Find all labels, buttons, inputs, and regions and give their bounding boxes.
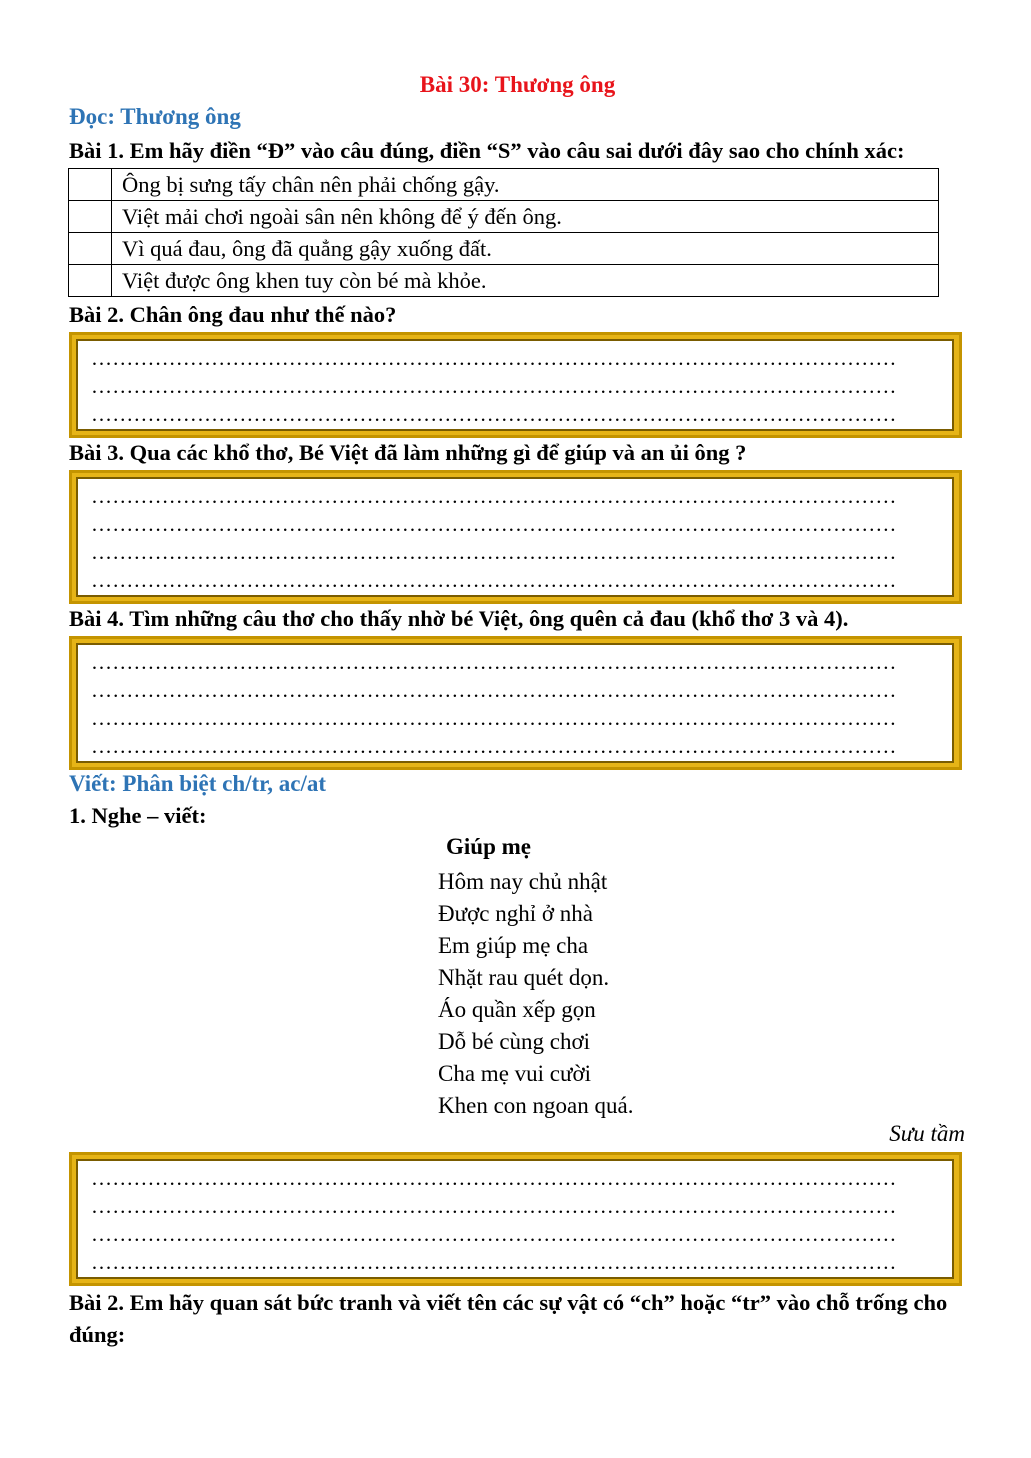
answer-line[interactable]: …………………………………………………………………………………………………… bbox=[91, 1166, 897, 1190]
answer-line[interactable]: …………………………………………………………………………………………………… bbox=[91, 1194, 897, 1218]
answer-frame-exercise-4 bbox=[69, 636, 962, 770]
poem-line: Nhặt rau quét dọn. bbox=[438, 965, 610, 990]
table-row bbox=[69, 233, 939, 265]
exercise-2-question: Bài 2. Chân ông đau như thế nào? bbox=[69, 302, 397, 327]
statement-cell: Việt được ông khen tuy còn bé mà khỏe. bbox=[112, 265, 939, 297]
answer-box[interactable] bbox=[69, 233, 112, 265]
answer-line[interactable]: …………………………………………………………………………………………………… bbox=[91, 734, 897, 758]
answer-line[interactable]: …………………………………………………………………………………………………… bbox=[91, 650, 897, 674]
writing-section-heading: Viết: Phân biệt ch/tr, ac/at bbox=[69, 771, 327, 796]
answer-box[interactable] bbox=[69, 169, 112, 201]
answer-frame-exercise-3 bbox=[69, 470, 962, 604]
table-row bbox=[69, 265, 939, 297]
answer-line[interactable]: …………………………………………………………………………………………………… bbox=[91, 512, 897, 536]
poem-body bbox=[438, 866, 633, 1122]
exercise-1-question: Bài 1. Em hãy điền “Đ” vào câu đúng, điền “S” vào câu sai dưới đây sao cho chính xác: bbox=[69, 138, 905, 163]
reading-section-heading: Đọc: Thương ông bbox=[69, 104, 241, 129]
poem-line: Hôm nay chủ nhật bbox=[438, 869, 608, 894]
page-title: Bài 30: Thương ông bbox=[419, 72, 616, 97]
answer-line[interactable]: …………………………………………………………………………………………………… bbox=[91, 374, 897, 398]
exercise-4-question: Bài 4. Tìm những câu thơ cho thấy nhờ bé Việt, ông quên cả đau (khổ thơ 3 và 4). bbox=[69, 606, 849, 631]
table-row bbox=[69, 201, 939, 233]
answer-line[interactable]: …………………………………………………………………………………………………… bbox=[91, 568, 897, 592]
statement-cell: Việt mải chơi ngoài sân nên không để ý đến ông. bbox=[112, 201, 939, 233]
statement-cell: Ông bị sưng tấy chân nên phải chống gậy. bbox=[112, 169, 939, 201]
poem-line: Cha mẹ vui cười bbox=[438, 1061, 592, 1086]
poem-line: Được nghỉ ở nhà bbox=[438, 901, 593, 926]
answer-line[interactable]: …………………………………………………………………………………………………… bbox=[91, 1222, 897, 1246]
answer-line[interactable]: …………………………………………………………………………………………………… bbox=[91, 706, 897, 730]
answer-box[interactable] bbox=[69, 201, 112, 233]
answer-line[interactable]: …………………………………………………………………………………………………… bbox=[91, 540, 897, 564]
poem-line: Dỗ bé cùng chơi bbox=[438, 1029, 591, 1054]
answer-line[interactable]: …………………………………………………………………………………………………… bbox=[91, 346, 897, 370]
true-false-table bbox=[68, 168, 939, 297]
answer-frame-dictation bbox=[69, 1152, 962, 1286]
statement-cell: Vì quá đau, ông đã quẳng gậy xuống đất. bbox=[112, 233, 939, 265]
exercise-last-question: Bài 2. Em hãy quan sát bức tranh và viết tên các sự vật có “ch” hoặc “tr” vào chỗ trống cho đúng: bbox=[69, 1290, 948, 1347]
poem-line: Khen con ngoan quá. bbox=[438, 1093, 634, 1118]
answer-box[interactable] bbox=[69, 265, 112, 297]
answer-line[interactable]: …………………………………………………………………………………………………… bbox=[91, 484, 897, 508]
poem-source: Sưu tầm bbox=[889, 1121, 965, 1146]
poem-line: Áo quần xếp gọn bbox=[438, 997, 596, 1022]
poem-line: Em giúp mẹ cha bbox=[438, 933, 589, 958]
answer-line[interactable]: …………………………………………………………………………………………………… bbox=[91, 1250, 897, 1274]
exercise-3-question: Bài 3. Qua các khổ thơ, Bé Việt đã làm những gì để giúp và an ủi ông ? bbox=[69, 440, 747, 465]
poem-title: Giúp mẹ bbox=[446, 834, 531, 859]
answer-line[interactable]: …………………………………………………………………………………………………… bbox=[91, 402, 897, 426]
dictation-label: 1. Nghe – viết: bbox=[69, 803, 207, 828]
table-row bbox=[69, 169, 939, 201]
answer-frame-exercise-2 bbox=[69, 332, 962, 438]
answer-line[interactable]: …………………………………………………………………………………………………… bbox=[91, 678, 897, 702]
